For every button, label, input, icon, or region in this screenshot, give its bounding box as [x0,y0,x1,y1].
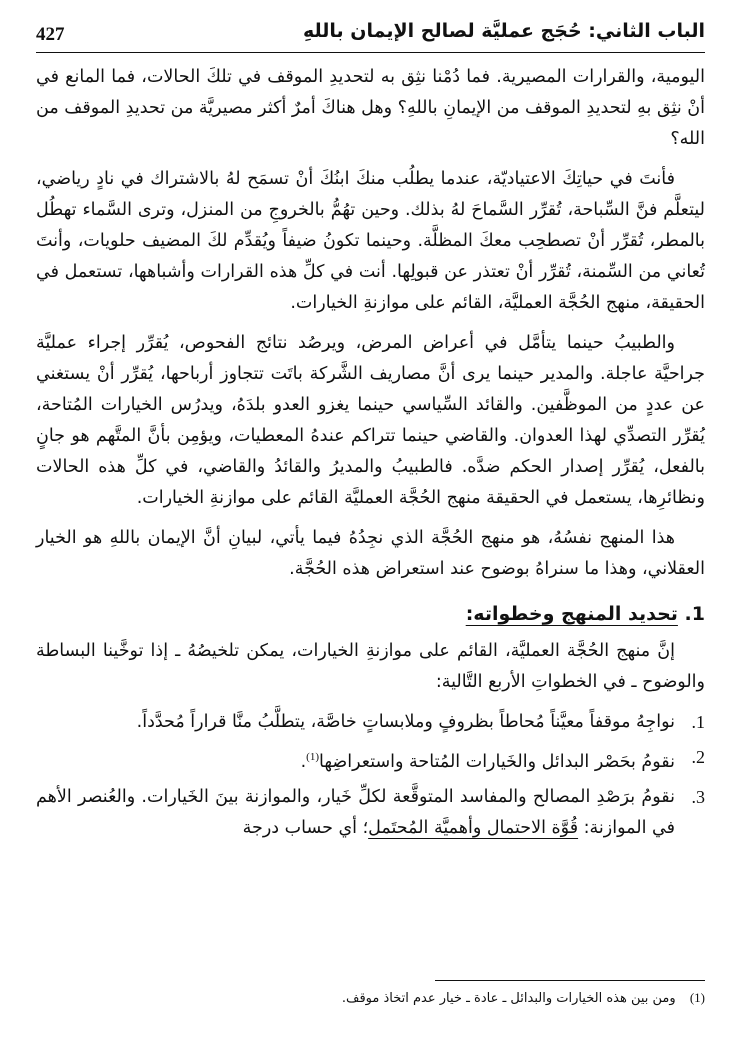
section-title: تحديد المنهج وخطواته: [465,603,678,625]
running-title: الباب الثاني: حُجَج عمليَّة لصالح الإيمان باللهِ [302,20,705,42]
footnote-reference: (1) [306,751,319,763]
step-text-wrap [36,742,675,778]
footnote [36,990,705,1006]
step-item [36,742,705,778]
page-header [36,14,705,53]
footnote-number: (1) [689,990,705,1005]
paragraph: فأنتَ في حياتِكَ الاعتياديّة، عندما يطلُب منكَ ابنُكَ أنْ تسمَح لهُ بالاشتراك في نادٍ رياضي، ليتعلَّم فنَّ السِّباحة، تُقرِّر السَّماحَ لهُ بذلك. وحين تهُمُّ بالخروجِ من المنزل، وترى السَّماء تهطُل بالمطر، تُقرِّر أنْ تصطحِب معكَ المظلَّة. وحينما تكونُ ضيفاً ويُقدِّم لكَ المضيف حلويات، وأنتَ تُعاني من السِّمنة، تُقرِّر أنْ تعتذر عن قبولِها. أنت في كلِّ هذه القرارات وأشباهها، تستعمل في الحقيقة، منهج الحُجَّة العمليَّة، القائم على موازنةِ الخيارات. [36,169,705,313]
section-heading [36,599,705,630]
step-item [36,782,705,844]
step-number: 1. [691,712,705,732]
step-text-tail: ؛ أي حساب درجة [242,817,369,838]
footnote-divider [435,980,705,981]
step-number: 2. [691,747,705,767]
paragraph: هذا المنهج نفسُهُ، هو منهج الحُجَّة الذي نجِدُهُ فيما يأتي، لبيانِ أنَّ الإيمان باللهِ هو الخيار العقلاني، وهذا ما سنراهُ بوضوح عند استعراض هذه الحُجَّة. [36,528,705,579]
step-text-tail: . [300,751,307,772]
footnote-text: ومن بين هذه الخيارات والبدائل ـ عادة ـ خيار عدم اتخاذ موقف. [341,991,676,1006]
step-text-wrap [36,782,675,844]
step-text: نقومُ بحَصْر البدائل والخَيارات المُتاحة واستعراضِها [319,751,675,772]
page-body [36,62,705,846]
section-intro: إنَّ منهج الحُجَّة العمليَّة، القائم على موازنةِ الخيارات، يمكن تلخيصُهُ ـ إذا توخَّينا البساطة والوضوح ـ في الخطواتِ الأربع التَّالية: [36,641,705,692]
page-number: 427 [36,24,65,45]
underlined-phrase: قُوَّة الاحتمال وأهميَّة المُحتَمل [368,817,579,838]
step-text: نقومُ برَصْدِ المصالح والمفاسد المتوقَّعة لكلِّ خَيار، والموازنة بينَ الخَيارات. والعُنصر الأهم في الموازنة: [36,786,675,838]
step-text: نواجِهُ موقفاً معيَّناً مُحاطاً بظروفٍ وملابساتٍ خاصَّة، يتطلَّبُ منَّا قراراً مُحدَّداً. [136,712,675,732]
paragraph: اليومية، والقرارات المصيرية. فما دُمْنا نثِق به لتحديدِ الموقف في تلكَ الحالات، فما المانع في أنْ نثِق بهِ لتحديدِ الموقف من الإيمانِ باللهِ؟ وهل هناكَ أمرٌ أكثر مصيريَّة من تحديدِ الموقف من الله؟ [36,67,705,149]
section-number: 1. [684,603,705,625]
step-item [36,707,705,738]
paragraph: والطبيبُ حينما يتأمَّل في أعراض المرض، ويرصُد نتائج الفحوص، يُقرِّر إجراء عمليَّة جراحيَّة عاجلة. والمدير حينما يرى أنَّ مصاريف الشَّركة باتَت تتجاوز أرباحها، يُقرِّر أنْ يستغني عن عددٍ من الموظَّفين. والقائد السِّياسي حينما يغزو العدو بلدَهُ، ويدرُس الخيارات المُتاحة، يُقرِّر التصدِّي لهذا العدوان. والقاضي حينما تتراكم عندهُ المعطيات، ويؤمِن بأنَّ المتَّهم هو جانٍ بالفعل، يُقرِّر إصدار الحكم ضدَّه. فالطبيبُ والمديرُ والقائدُ والقاضي، في كلِّ هذه الحالات ونظائرِها، يستعمل في الحقيقة منهج الحُجَّة العمليَّة القائم على موازنةِ الخيارات. [36,333,705,508]
step-number: 3. [691,786,705,807]
